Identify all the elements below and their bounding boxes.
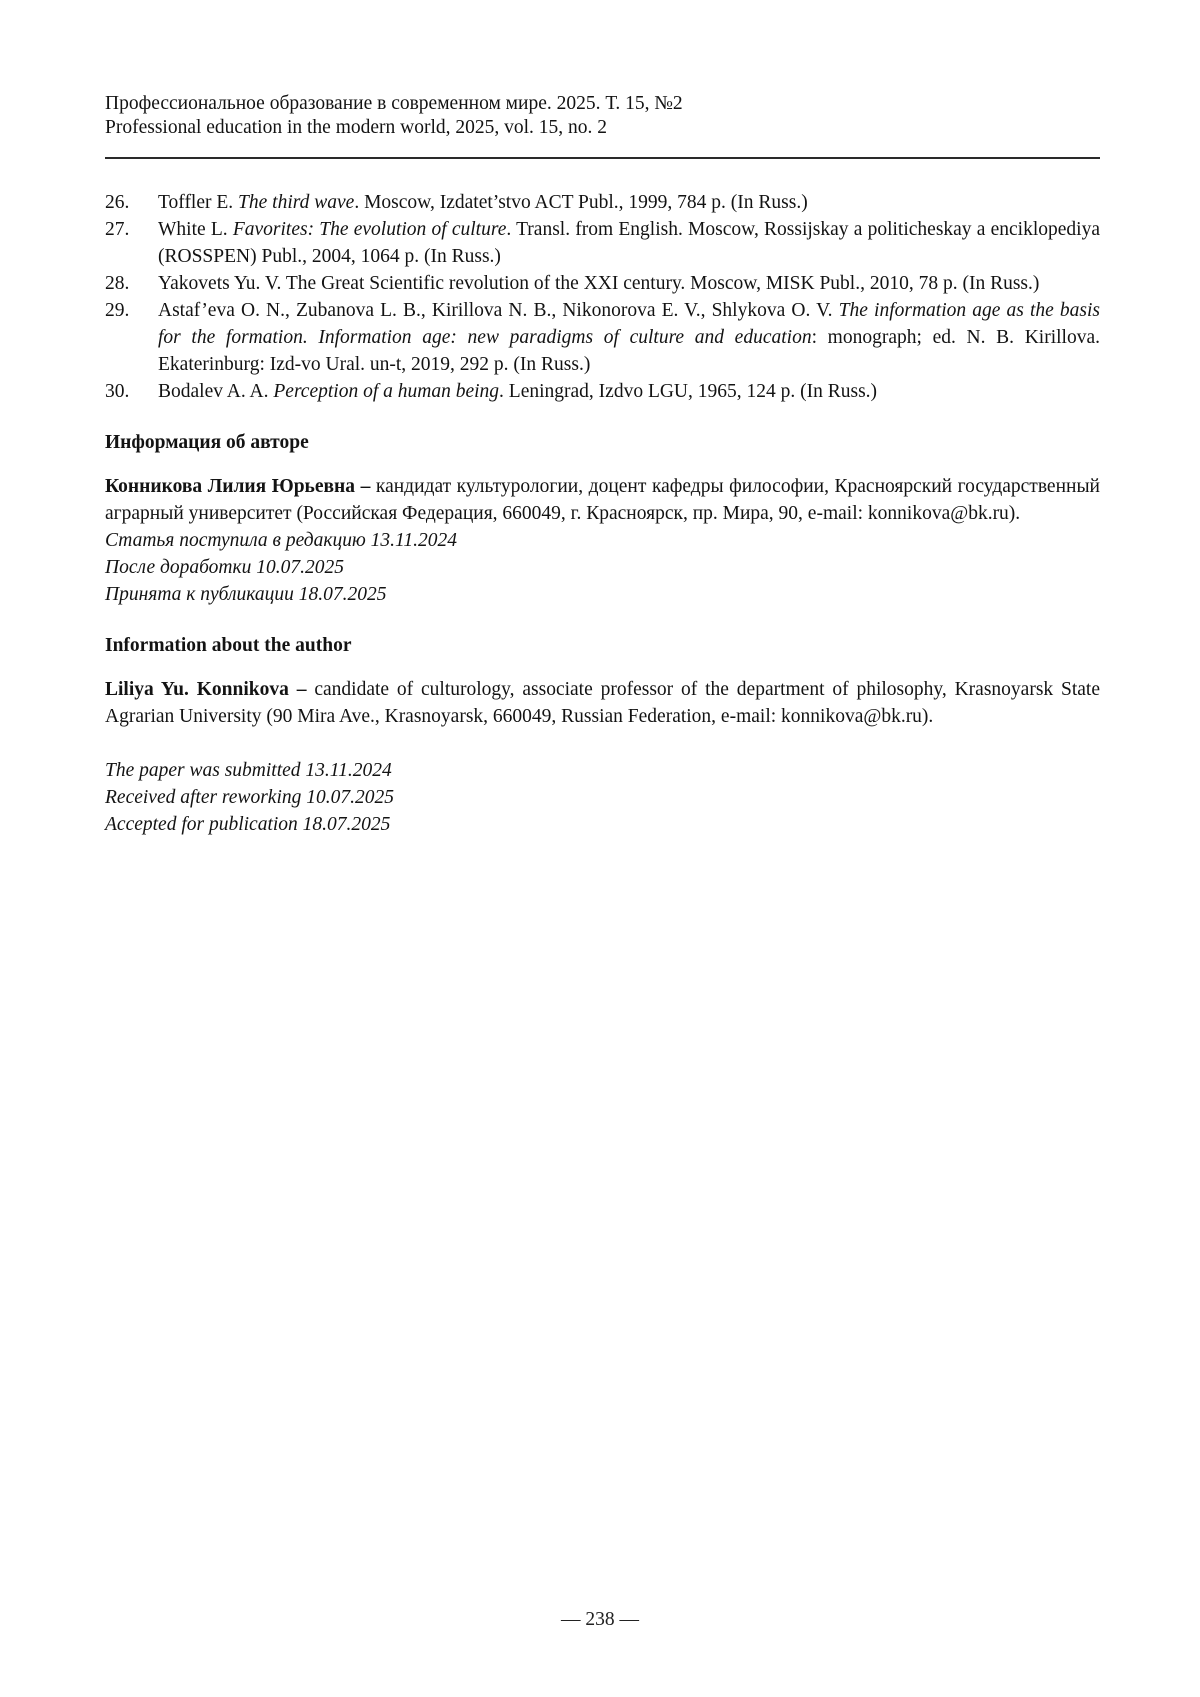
reference-number: 28. <box>105 273 130 294</box>
reference-number: 27. <box>105 219 130 240</box>
reference-text <box>158 216 1100 270</box>
reference-text <box>158 378 1100 405</box>
author-bio-en <box>105 676 1100 730</box>
reference-text <box>158 189 1100 216</box>
reference-text <box>158 270 1100 297</box>
reference-item-26 <box>105 189 1100 216</box>
submission-dates-en <box>105 757 1100 838</box>
reference-item-30 <box>105 378 1100 405</box>
date-submitted-en: The paper was submitted 13.11.2024 <box>105 760 392 781</box>
date-submitted-ru: Статья поступила в редакцию 13.11.2024 <box>105 530 457 551</box>
text-segment: White L. <box>158 219 233 240</box>
reference-number: 30. <box>105 381 130 402</box>
header-divider <box>105 157 1100 159</box>
date-reworked-en: Received after reworking 10.07.2025 <box>105 787 394 808</box>
text-segment: Конникова Лилия Юрьевна – <box>105 476 376 497</box>
reference-item-28 <box>105 270 1100 297</box>
journal-header <box>105 92 1100 140</box>
text-segment: Bodalev A. A. <box>158 381 274 402</box>
text-segment: . Leningrad, Izdvo LGU, 1965, 124 p. (In Russ.) <box>499 381 878 402</box>
text-segment: . Moscow, Izdatet’stvo ACT Publ., 1999, 784 p. (In Russ.) <box>354 192 808 213</box>
date-accepted-en: Accepted for publication 18.07.2025 <box>105 814 391 835</box>
text-segment: Yakovets Yu. V. The Great Scientific revolution of the XXI century. Moscow, MISK Publ., 2010, 78 p. (In Russ.) <box>158 273 1040 294</box>
date-reworked-ru: После доработки 10.07.2025 <box>105 557 344 578</box>
text-segment: candidate of culturology, associate professor of the department of philosophy, Krasnoyarsk State Agrarian University (90 Mira Ave., Krasnoyarsk, 660049, Russian Federation, e-mail: konnikova@bk.ru). <box>105 679 1100 727</box>
submission-dates-ru <box>105 527 1100 608</box>
text-segment: Favorites: The evolution of culture <box>232 219 507 240</box>
text-segment: Perception of a human being <box>273 381 500 402</box>
author-bio-ru <box>105 473 1100 527</box>
reference-number: 29. <box>105 300 130 321</box>
journal-title-ru: Профессиональное образование в современном мире. 2025. Т. 15, №2 <box>105 93 683 114</box>
reference-text <box>158 297 1100 378</box>
text-segment: Astaf’eva O. N., Zubanova L. B., Kirillova N. B., Nikonorova E. V., Shlykova O. V. <box>158 300 839 321</box>
text-segment: Liliya Yu. Konnikova – <box>105 679 315 700</box>
reference-list <box>105 189 1100 405</box>
text-segment: Toffler E. <box>158 192 239 213</box>
date-accepted-ru: Принята к публикации 18.07.2025 <box>105 584 387 605</box>
text-segment: кандидат культурологии, доцент кафедры философии, Красноярский государственный аграрный университет (Российская Федерация, 660049, г. Красноярск, пр. Мира, 90, e-mail: konnikova@bk.ru). <box>105 476 1100 524</box>
text-segment: : monograph; ed. N. B. Kirillova. Ekaterinburg: Izd-vo Ural. un-t, 2019, 292 p. (In Russ.) <box>158 327 1100 375</box>
text-segment: . Transl. from English. Moscow, Rossijskay a politicheskay a enciklopediya (ROSSPEN) Publ., 2004, 1064 p. (In Russ.) <box>158 219 1100 267</box>
section-heading-author-info-en: Information about the author <box>105 635 352 656</box>
reference-number: 26. <box>105 192 130 213</box>
reference-item-27 <box>105 216 1100 270</box>
section-heading-author-info-ru: Информация об авторе <box>105 432 309 453</box>
journal-title-en: Professional education in the modern world, 2025, vol. 15, no. 2 <box>105 117 608 138</box>
text-segment: The information age as the basis for the formation. Information age: new paradigms of culture and education <box>158 300 1100 348</box>
text-segment: The third wave <box>238 192 355 213</box>
page-number: — 238 — <box>561 1609 639 1630</box>
reference-item-29 <box>105 297 1100 378</box>
